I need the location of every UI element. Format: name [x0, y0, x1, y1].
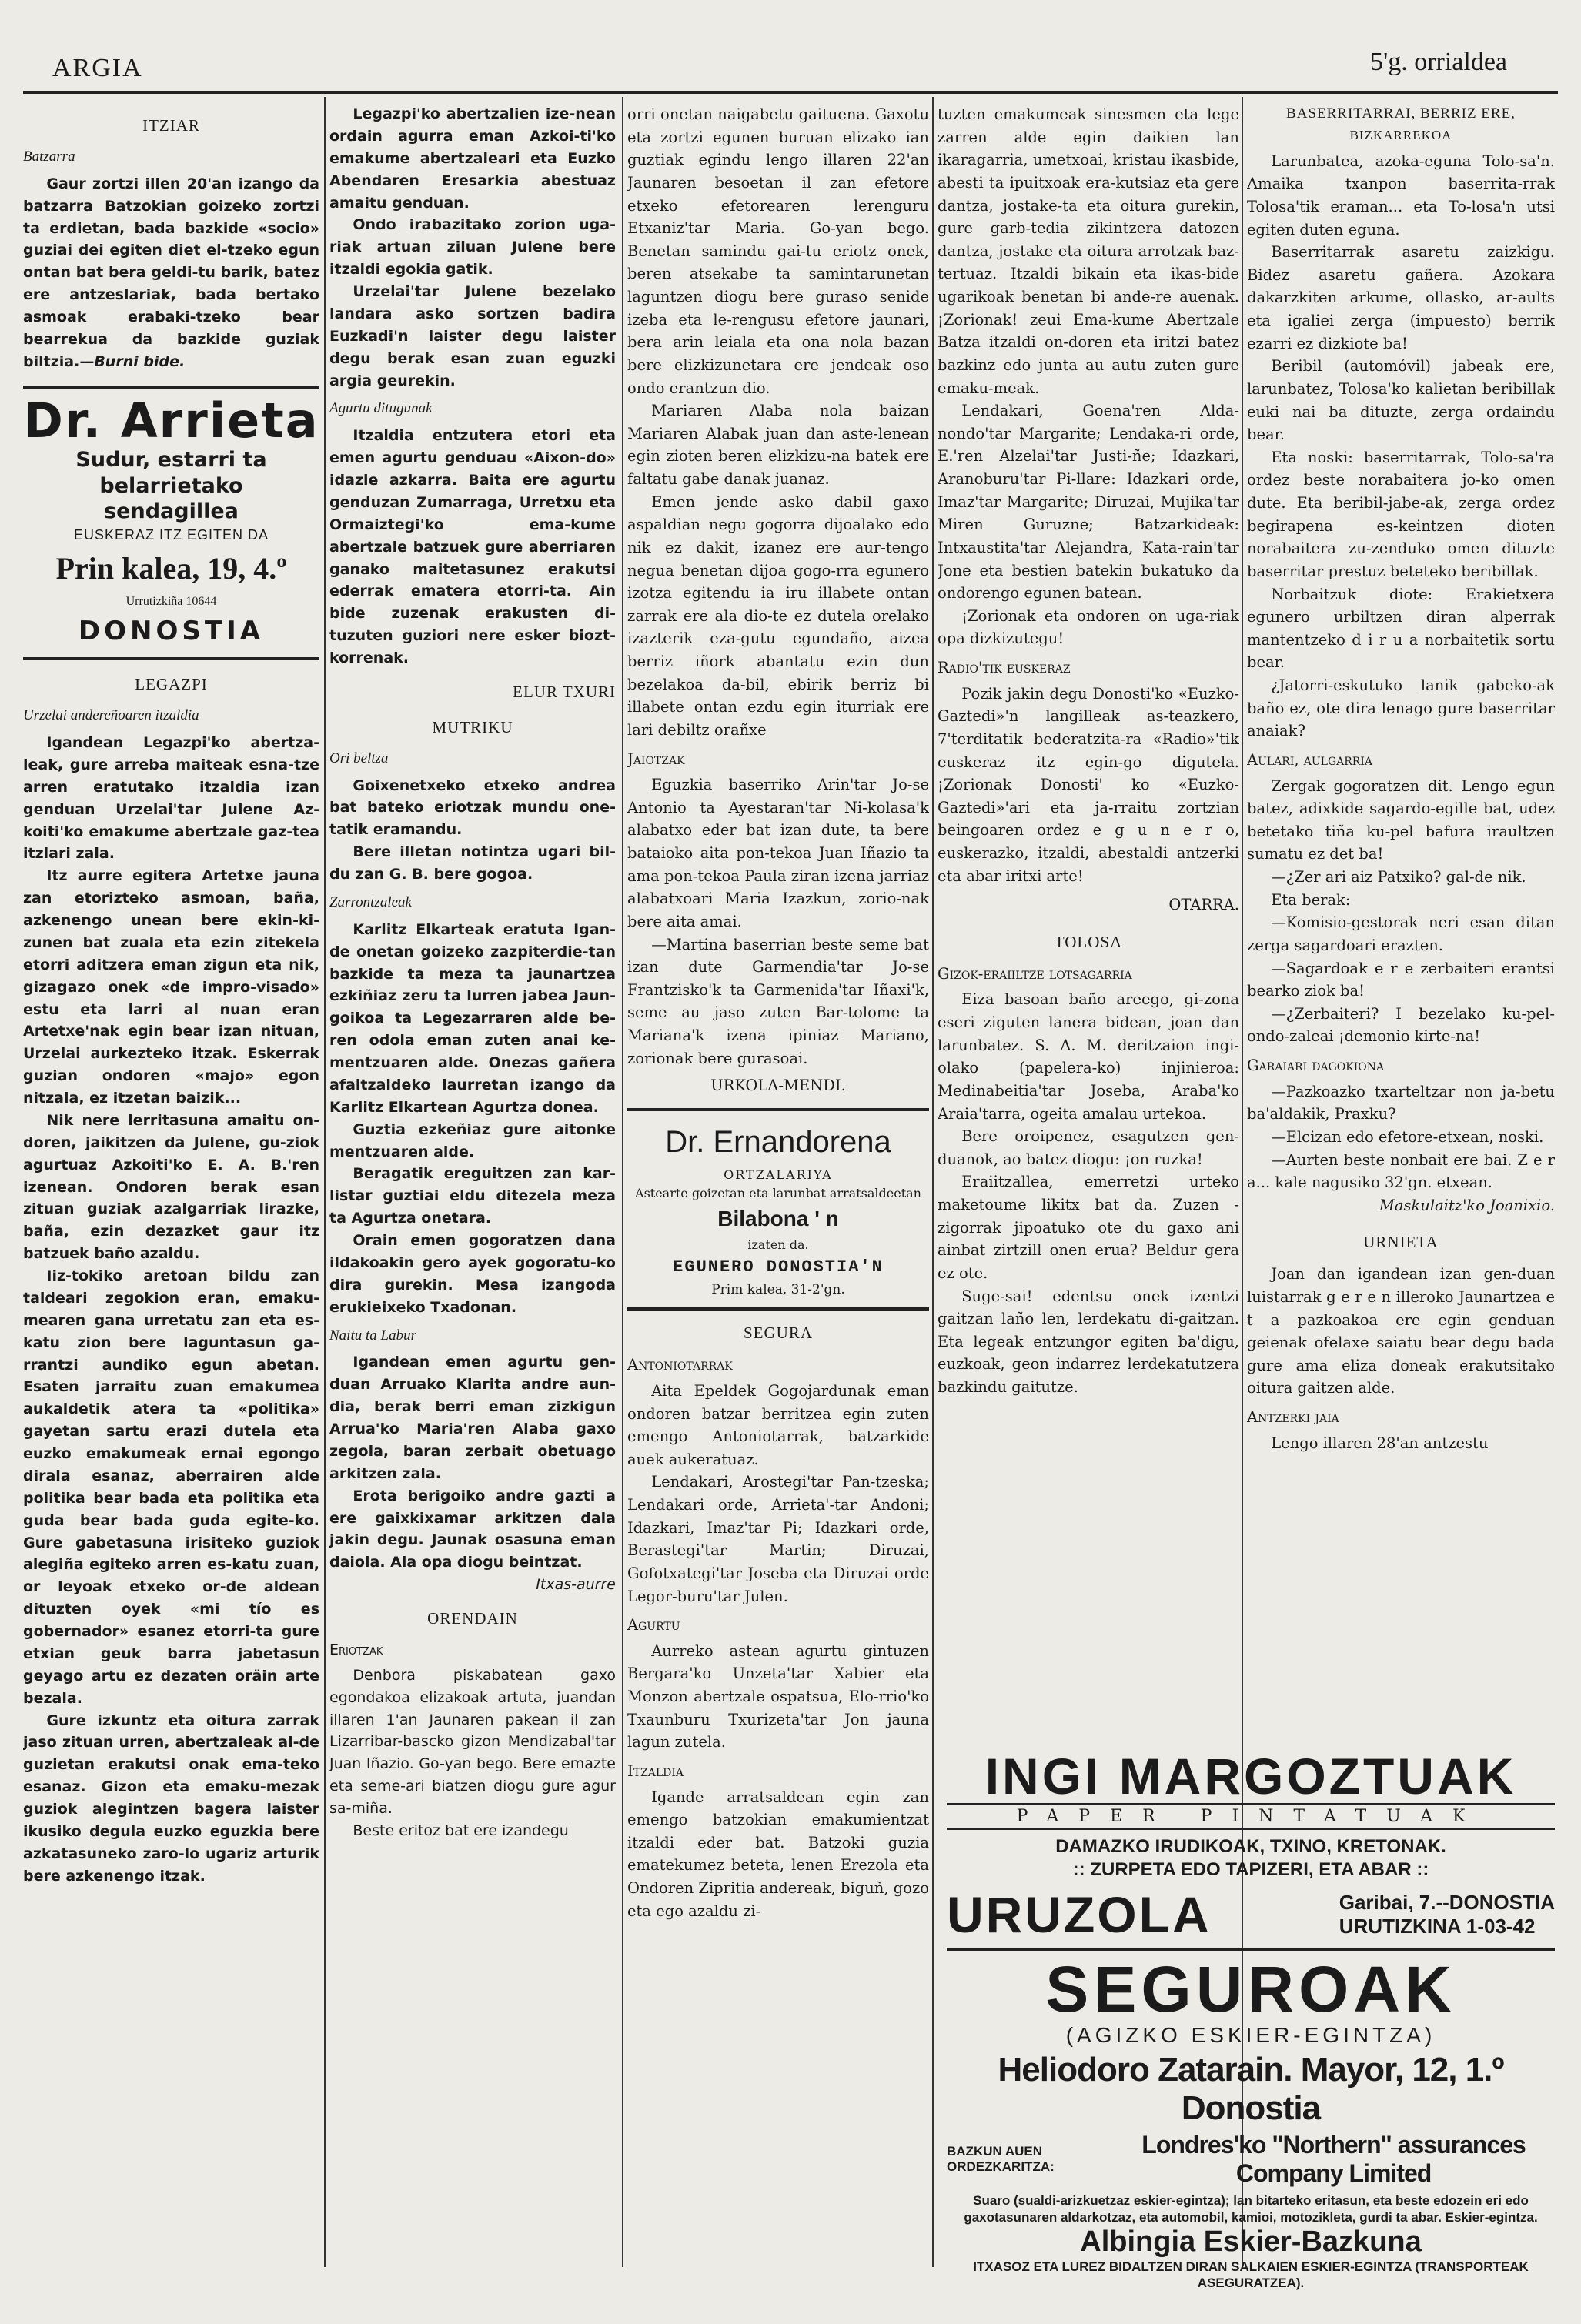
- advert-line: PAPER PINTATUAK: [947, 1803, 1555, 1830]
- section-title: BASERRITARRAI, BERRIZ ERE,: [1286, 105, 1516, 122]
- advert-line: sendagillea: [104, 499, 239, 524]
- article-paragraph: Eraiitzallea, emerretzi urteko maketoume likitx bat da. Zuzen -zigorrak jipoatuko ote du gaxo ani ainbat zirtzill onen erua? Beldur gera ez ote.: [938, 1173, 1239, 1282]
- author-signature: Itxas-aurre: [536, 1576, 616, 1594]
- column-3: [627, 103, 929, 2296]
- article-paragraph: Denbora piskabatean gaxo egondakoa elizakoak artuta, juandan illaren 1'an Jaunaren pakean il zan Lizarribar-bascko gizon Mendizabal'tar Juan Iñazio. Go-yan bego. Bere emazte eta seme-ari biatzen diogu gure agur sa-miña.: [329, 1666, 616, 1818]
- section-title: LEGAZPI: [135, 675, 208, 694]
- article-paragraph: Karlitz Elkarteak eratuta Igan-de onetan goizeko zazpiterdie-tan bazkide ta meza ta jaunartzea ezkiñiaz zeru ta lurren jabea Jaun-goikoa ta Legezarraren alde be-ren odola eman zuten anai ke-mentzuaren alde. Onezas gañera afaltzaldeko laurretan izango da Karlitz Elkartean Agurtza donea.: [329, 920, 616, 1116]
- article-paragraph: Eta noski: baserritarrak, Tolo-sa'ra ordez beste norabaitera jo-ko omen dute. Eta beribil-jabe-ak, zerga ordez begirapena es-keintzen dioten norabaitera zu-zenduko omen dituzte baserritar prestuz beteteko beribillak.: [1247, 448, 1555, 580]
- advert-name: Dr. Ernandorena: [665, 1124, 891, 1159]
- article-paragraph: Beribil (automóvil) jabeak ere, larunbatez, Tolosa'ko kalietan beribillak euki nai ba dituzte, zerga ordaindu bear.: [1247, 357, 1555, 444]
- column-divider: [324, 97, 326, 2267]
- subsection-title: Urzelai andereñoaren itzaldia: [23, 707, 199, 724]
- advert-address: Prim kalea, 31-2'gn.: [711, 1281, 845, 1297]
- advert-line: Suaro (sualdi-arizkuetzaz eskier-egintza); lan bitarteko eritasun, eta beste edozein eri edo gaxotasunaren aldarkotzaz, eta automobil, kamioi, motozikleta, gurdi ta abar. Eskier-egintza.: [964, 2193, 1538, 2225]
- header-rule: [23, 91, 1558, 94]
- advert-headline: INGI MARGOZTUAK: [984, 1748, 1517, 1805]
- article-paragraph: Beragatik ereguitzen zan kar-listar guztiai eldu ditezela meza ta Agurtza onetara.: [329, 1165, 616, 1227]
- article-paragraph: —Aurten beste nonbait ere bai. Z e r a... kale nagusiko 32'gn. etxean.: [1247, 1150, 1555, 1192]
- subsection-title: Gizok-eraiiltze lotsagarria: [938, 964, 1132, 983]
- advert-label: BAZKUN AUEN ORDEZKARITZA:: [947, 2144, 1055, 2175]
- article-paragraph: —Elcizan edo efetore-etxean, noski.: [1271, 1127, 1544, 1146]
- advert-line: izaten da.: [747, 1237, 809, 1252]
- author-signature: ELUR TXURI: [513, 682, 616, 701]
- article-paragraph: Lendakari, Arostegi'tar Pan-tzeska; Lendakari orde, Arrieta'-tar Andoni; Idazkari, Imaz'tar Pi; Idazkari orde, Berastegi'tar Martin; Diruzai, Gofotxategi'tar Joseba eta Diruzai orde Legor-buru'tar Julen.: [627, 1473, 929, 1605]
- article-paragraph: —Komisio-gestorak neri esan ditan zerga sagardoari erazten.: [1247, 913, 1555, 954]
- subsection-title: Agurtu: [627, 1616, 680, 1634]
- column-5: [1247, 103, 1555, 1742]
- article-paragraph: Baserritarrak asaretu zaizkigu. Bidez asaretu gañera. Azokara dakarzkiten arkume, ollasko, ar-aults eta igaliei zerga (impuesto) berrik ezarri ez dizkiote ba!: [1247, 243, 1555, 352]
- subsection-title: Naitu ta Labur: [329, 1327, 416, 1344]
- article-paragraph: Beste eritoz bat ere izandegu: [353, 1821, 569, 1839]
- advert-line: ORTZALARIYA: [724, 1167, 833, 1182]
- article-paragraph: Igandean emen agurtu gen-duan Arruako Klarita andre aun-dia, berak berri eman zizkigun Arrua'ko Maria'ren Alaba gaxo zegola, baran zerbait obetuago arkitzen zala.: [329, 1354, 616, 1482]
- advert-address: Garibai, 7.--DONOSTIA: [1339, 1891, 1555, 1915]
- article-paragraph: Eta berak:: [1271, 890, 1351, 909]
- advert-phone: Urrutizkiña 10644: [125, 595, 217, 609]
- advert-line: Bilabona ' n: [717, 1207, 839, 1231]
- section-title: ITZIAR: [142, 116, 200, 135]
- subsection-title: Antoniotarrak: [627, 1356, 733, 1374]
- article-paragraph: Eguzkia baserriko Arin'tar Jo-se Antonio ta Ayestaran'tar Ni-kolasa'k alabatxo eder bat izan dute, ta bere bataioko aita pon-tekoa Juan Iñazio ta ama pon-tekoa Paula ziran izena jarriaz alabatxoari Maria Izazkun, zorio-nak bere aita amai.: [627, 776, 929, 930]
- article-paragraph: Guztia ezkeñiaz gure aitonke mentzuaren alde.: [329, 1120, 616, 1160]
- article-paragraph: ¿Jatorri-eskutuko lanik gabeko-ak baño ez, ote dira lenago gure baserritar anaiak?: [1247, 676, 1555, 740]
- section-title: MUTRIKU: [432, 717, 513, 736]
- advert-line: :: ZURPETA EDO TAPIZERI, ETA ABAR ::: [1072, 1859, 1429, 1881]
- column-4: [938, 103, 1239, 1742]
- advert-line: EUSKERAZ ITZ EGITEN DA: [73, 527, 269, 543]
- subsection-title: Batzarra: [23, 148, 75, 165]
- article-paragraph: Goixenetxeko etxeko andrea bat bateko eriotzak mundu one-tatik eramandu.: [329, 776, 616, 839]
- subsection-title: Zarrontzaleak: [329, 893, 412, 910]
- article-paragraph: Aita Epeldek Gogojardunak eman ondoren batzar berritzea egin zuten emengo Antoniotarrak, batzarkide auek aukeratuaz.: [627, 1381, 929, 1468]
- subsection-title: Antzerki jaia: [1247, 1408, 1339, 1427]
- subsection-title: Aulari, aulgarria: [1247, 750, 1372, 769]
- advert-brand: URUZOLA: [947, 1886, 1212, 1944]
- article-paragraph: Lengo illaren 28'an antzestu: [1271, 1434, 1489, 1452]
- advert-line: EGUNERO DONOSTIA'N: [673, 1257, 884, 1277]
- article-paragraph: Mariaren Alaba nola baizan Mariaren Alabak juan dan aste-lenean egin zioten beren elizkizu-na batek ere faltatu gabe danak juanaz.: [627, 402, 929, 488]
- section-title: ORENDAIN: [427, 1609, 518, 1628]
- subsection-title: Agurtu ditugunak: [329, 400, 433, 417]
- column-divider: [622, 97, 623, 2267]
- article-paragraph: Orain emen gogoratzen dana ildakoakin gero ayek gogoratu-ko dira gurekin. Mesa izangoda erukieixeko Txadonan.: [329, 1232, 616, 1316]
- author-signature: OTARRA.: [1168, 896, 1239, 914]
- article-paragraph: Gaur zortzi illen 20'an izango da batzarra Batzokian goizeko zortzi ta erdietan, bada bazkide «socio» guziai dei egiten diet el-tzeko egun ontan bat bera geldi-tu barik, batez ere antzeslariak, bada bertako asmoak erabaki-tzeko bear bearrekua da bazkide guziak biltzia.—Burni bide.: [23, 175, 319, 370]
- article-paragraph: Norbaitzuk diote: Erakietxera egunero urbiltzen diran alperrak mantentzeko d i r u a norbaitetik sortu bear.: [1247, 585, 1555, 672]
- advert-line: DAMAZKO IRUDIKOAK, TXINO, KRETONAK.: [1055, 1836, 1446, 1858]
- article-paragraph: Legazpi'ko abertzalien ize-nean ordain agurra eman Azkoi-ti'ko emakume abertzaleari eta Euzko Abendaren Eresarkia abestuaz amaitu genduan.: [329, 105, 616, 212]
- advert-contact: [1339, 1891, 1555, 1938]
- article-paragraph: Nik nere lerritasuna amaitu on-doren, jaikitzen da Julene, gu-ziok agurtuaz Azkoiti'ko E. A. B.'ren izenean. Ondoren berak esan zituan guziak azalgarriak lirazke, baña, ezin dezazket gaur itz batzuek baño azaldu.: [23, 1111, 319, 1263]
- section-title: TOLOSA: [1054, 932, 1123, 951]
- masthead-title: ARGIA: [52, 54, 143, 82]
- article-paragraph: —¿Zerbaiteri? I bezelako ku-pel-ondo-zaleai ¡demonio kirte-na!: [1247, 1004, 1555, 1046]
- subsection-title: Itzaldia: [627, 1761, 684, 1780]
- advert-brand: Albingia Eskier-Bazkuna: [1080, 2225, 1422, 2258]
- subsection-title: Radio'tik euskeraz: [938, 659, 1071, 676]
- article-paragraph: Eiza basoan baño areego, gi-zona eseri ziguten lanera bidean, joan dan larunbatez. S. A. M. deritzaion ingi-olako (papelera-ko) injinieroa: Medinabeitia'tar Joseba, Araba'ko Araia'tarra, ogeita amalau urtekoa.: [938, 990, 1239, 1123]
- advert-agency-row: [947, 2131, 1555, 2188]
- article-paragraph: —Sagardoak e r e zerbaiteri erantsi bearko ziok ba!: [1247, 959, 1555, 1000]
- article-paragraph: Igandean Legazpi'ko abertza-leak, gure arreba maiteak esna-tze arren eratutako itzaldia izan genduan Urzelai'tar Julene Az-koiti'ko emakume abertzale gaz-tea itzlari zala.: [23, 734, 319, 863]
- article-paragraph: Joan dan igandean izan gen-duan luistarrak g e r e n illeroko Jaunartzea e t a pazkoakoa ere egin genduan geienak ofelaxe saiatu bear degu bada gure ama eliza doneak erakutsitako oitura gaitzen alde.: [1247, 1265, 1555, 1397]
- advert-address: Heliodoro Zatarain. Mayor, 12, 1.º Donostia: [998, 2051, 1504, 2128]
- advert-arrieta: [23, 386, 319, 661]
- article-paragraph: —Martina baserrian beste seme bat izan dute Garmendia'tar Jo-se Frantzisko'k ta Garmenida'tar Iñaxi'k, seme au jaso zuten Bar-tolome ta Mariana'k izena ipiniaz Mariano, zorionak bere gurasoai.: [627, 935, 929, 1067]
- article-paragraph: orri onetan naigabetu gaituena. Gaxotu eta zortzi egunen buruan elizako ian guztiak egindu lengo illaren 22'an Jaunaren besoetan il zan efetore etxeko efetorearen lerenguru Etxaniz'tar Maria. Go-yan bego. Benetan samindu gai-tu eriotz onek, beren atsekabe ta samintarunetan laguntzen diogu bere guraso senide izeba eta le-rengusu efetore jaunari, bera arin leiala eta ona nola bazan bere elizkizunetara ere jendeak oso ondo erantzun dio.: [627, 105, 929, 397]
- article-paragraph: Zergak gogoratzen dit. Lengo egun batez, adixkide sagardo-egille bat, udez betetako tiña ku-pel bafura iraultzen sumatu ez det ba!: [1247, 776, 1555, 863]
- advert-line: Astearte goizetan eta larunbat arratsaldeetan: [635, 1185, 921, 1200]
- advert-line: ITXASOZ ETA LUREZ BIDALTZEN DIRAN SALKAIEN ESKIER-EGINTZA (TRANSPORTEAK ASEGURATZEA).: [973, 2259, 1529, 2291]
- advert-name: Dr. Arrieta: [23, 392, 319, 449]
- article-paragraph: Itzaldia entzutera etori eta emen agurtu genduau «Aixon-do» idazle azkarra. Baita ere agurtu genduzan Zumarraga, Urretxu eta Ormaiztegi'ko ema-kume abertzale batzuek gure aberriaren ganako maitetasunez erakutsi ederrak ematera etorri-ta. Ain bide zuzenak erakusten di-tuzuten guziori nere esker biozt-korrenak.: [329, 427, 616, 666]
- subsection-title: Jaiotzak: [627, 750, 685, 768]
- subsection-title: Garaiari dagokiona: [1247, 1057, 1385, 1075]
- advert-uruzola-row: [947, 1885, 1555, 1951]
- advert-line: Sudur, estarri ta belarrietako: [75, 447, 267, 498]
- advert-brand: SEGUROAK: [1045, 1953, 1456, 2026]
- advert-city: DONOSTIA: [78, 615, 265, 646]
- article-paragraph: —¿Zer ari aiz Patxiko? gal-de nik.: [1271, 868, 1526, 887]
- section-subtitle: BIZKARREKOA: [1349, 127, 1452, 142]
- section-title: SEGURA: [743, 1324, 813, 1343]
- advert-block: [947, 1750, 1555, 2298]
- article-paragraph: —Pazkoazko txarteltzar non ja-betu ba'aldakik, Praxku?: [1247, 1082, 1555, 1124]
- article-paragraph: Urzelai'tar Julene bezelako landara asko sortzen badira Euzkadi'n laister degu laister degu berak esan zuan eguzki argia geurekin.: [329, 283, 616, 389]
- subsection-title: Ori beltza: [329, 750, 389, 766]
- page-number: 5'g. orrialdea: [1370, 48, 1507, 76]
- advert-company: Londres'ko "Northern" assurances Company Limited: [1141, 2131, 1526, 2188]
- article-paragraph: Igande arratsaldean egin zan emengo batzokian emakumientzat itzaldi eder bat. Batzoki guzia ematekumez beteta, lenen Erezola eta Ondoren Zipritia andereak, biguñ, gozo eta ego azaldu zi-: [627, 1788, 929, 1920]
- article-paragraph: Gure izkuntz eta oitura zarrak jaso zituan urren, abertzaleak al-de guzietan erakutsi onak ema-teko esanaz. Gizon eta emaku-mezak guziok alegintzen bagera laister ikusiko degula euzko eguzkia bere azkatasuneko zaro-lo ugariz arturik bere azkenengo itzak.: [23, 1711, 319, 1885]
- article-paragraph: Suge-sai! edentsu onek izentzi gaitzan laño len, lerdekatu di-gaitzan. Eta legeak entzungor egiten ba'digu, euzkoak, geon indarrez lerdekatutzera bazkindu gaitutze.: [938, 1287, 1239, 1397]
- advert-ernandorena: [627, 1108, 929, 1311]
- advert-address: Prin kalea, 19, 4.º: [55, 551, 287, 586]
- column-divider: [932, 97, 934, 2267]
- article-paragraph: Pozik jakin degu Donosti'ko «Euzko-Gaztedi»'n langilleak as-teazkero, 7'terditatik bederatzita-ra «Radio»'tik euskeraz itz egin-go digutela. ¡Zorionak Donosti' ko «Euzko-Gaztedi»'ari eta ja-rraitu zortzian beingoaren ordez e g u n e r o, euskerazko, itzaldi, abestaldi antzerki eta abar iritxi arte!: [938, 684, 1239, 885]
- advert-phone: URUTIZKINA 1-03-42: [1339, 1915, 1536, 1938]
- column-2: [329, 103, 616, 2296]
- article-paragraph: Bere illetan notintza ugari bil-du zan G. B. bere gogoa.: [329, 843, 616, 883]
- article-paragraph: Ondo irabazitako zorion uga-riak artuan ziluan Julene bere itzaldi egokia gatik.: [329, 216, 616, 279]
- article-paragraph: Itz aurre egitera Artetxe jauna zan etorizteko asmoan, baña, azkenengo unean bere ekin-ki-zunen bat zuala eta ezin zitekela etorri aditzera eman zigun eta nik, gizagazo onek «de impro-visado» estu eta larri al nuan eran Artetxe'nak egin bear izan nituan, Urzelai aurkezteko itzak. Eskerrak guzian ondoren «majo» egon nitzala, ez itzetan baizik...: [23, 867, 319, 1107]
- section-title: URNIETA: [1363, 1233, 1439, 1252]
- article-paragraph: tuzten emakumeak sinesmen eta lege zarren alde egin daikien lan ikaragarria, umetxoai, kristau ikasbide, abesti ta ipuitxoak era-kutsiaz eta gere dantza, jostake-ta eta oitura gurekin, gure garb-tedia zikintzera datozen dantza, jostake eta oitura arrotzak baz-tertuaz. Itzaldi bikain eta ikas-bide ugarikoak benetan bi ande-re auenak. ¡Zorionak! zeui Ema-kume Abertzale Batza itzaldi on-doren eta iritzi batez bazkinz edo junta au autu zuten gure emaku-meak.: [938, 105, 1239, 397]
- column-1: [23, 103, 319, 2296]
- author-signature: URKOLA-MENDI.: [710, 1077, 846, 1095]
- article-paragraph: Lendakari, Goena'ren Alda-nondo'tar Margarite; Lendaka-ri orde, E.'ren Alzelai'tar Justi-ñe; Idazkari, Aranoburu'tar Pi-llare: Idazkari orde, Imaz'tar Margarite; Diruzai, Mujika'tar Miren Guruzne; Batzarkideak: Intxaustita'tar Alejandra, Kata-rain'tar Jone eta bestien batekin bukatuko da ondorengo egunen batean.: [938, 402, 1239, 603]
- article-paragraph: Bere oroipenez, esagutzen gen-duanok, ao batez diogu: ¡on ruzka!: [938, 1127, 1239, 1168]
- author-signature: Maskulaitz'ko Joanixio.: [1379, 1196, 1555, 1214]
- article-paragraph: ¡Zorionak eta ondoren on uga-riak opa dizkizutegu!: [938, 606, 1239, 648]
- article-paragraph: Iiz-tokiko aretoan bildu zan taldeari zegokion eran, emaku-mearen gana urretatu zan eta es-katu zion bere laguntasun ga-rrantzi aundiko egun abetan. Esaten jarraitu zuan emakumea aukaldetik atera ta «politika» gayetan sartu erazi dutela eta euzko emakumeak ernai egongo dirala esanaz, aberrairen alde politika bear bada eta politika eta guda bear bada guda egite-ko. Gure gabetasuna irisiteko guziok alegiña egiteko arren es-katu zuan, or leyoak etxeko or-de aldean dituzten oyek «mi tío es gobernador» esanez etorri-ta gure etxian geuk barra jabetasun geyago artu ez dezaten oräin arte bezala.: [23, 1267, 319, 1707]
- article-paragraph: Erota berigoiko andre gazti a ere gaixkixamar arkitzen dala jakin degu. Jaunak osasuna eman daiola. Ala opa diogu beintzat.: [329, 1487, 616, 1571]
- advert-line: (AGIZKO ESKIER-EGINTZA): [1065, 2023, 1436, 2048]
- article-paragraph: Emen jende asko dabil gaxo aspaldian negu gogorra dijoalako edo nik ez dakit, izanez ere aur-tengo negua benetan dijoa gogo-rra egunero izotza egitendu ia iru illabete ontan zarrak ere ala dio-te ez dutela orelako izazterik eza-gutu egundaño, aizea berriz iñork abantatu ezin dun bezelakoa da-bil, ebirik berriz bi illabete ontan ezdu egin iturriak ere lari debiltz orañxe: [627, 493, 929, 739]
- article-paragraph: Larunbatea, azoka-eguna Tolo-sa'n. Amaika txanpon baserrita-rrak Tolosa'tik eraman... eta To-losa'n utsi egiten duten eguna.: [1247, 152, 1555, 239]
- article-paragraph: Aurreko astean agurtu gintuzen Bergara'ko Unzeta'tar Xabier eta Monzon abertzale ospatsua, Elo-rrio'ko Txaunburu Txurizeta'tar Jon jauna lagun zutela.: [627, 1641, 929, 1751]
- subsection-title: Eriotzak: [329, 1641, 383, 1658]
